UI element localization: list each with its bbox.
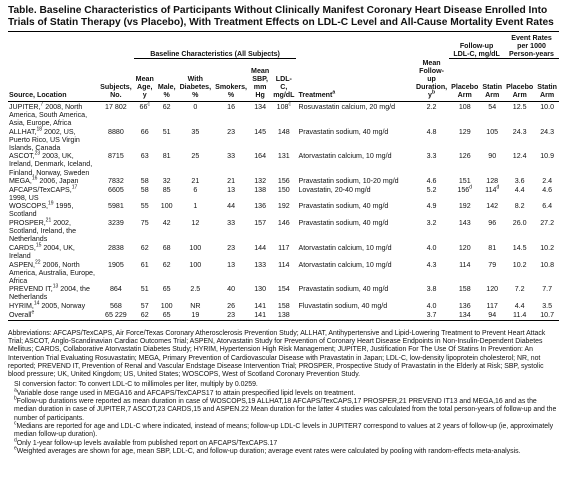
col-followup-placebo: Placebo Arm bbox=[449, 59, 480, 102]
cell-male: 62 bbox=[162, 102, 171, 111]
table-row bbox=[8, 102, 559, 127]
cell-age: 55 bbox=[140, 202, 149, 211]
cell-subjects: 7832 bbox=[108, 177, 124, 186]
cell-es: 6.4 bbox=[542, 202, 553, 211]
cell-smk: 21 bbox=[227, 177, 236, 186]
cell-fp: 114 bbox=[459, 260, 471, 269]
cell-fs: 90 bbox=[488, 152, 497, 161]
table-row bbox=[8, 243, 559, 260]
cell-ep: 26.0 bbox=[512, 219, 527, 228]
cell-subjects: 1905 bbox=[108, 260, 124, 269]
footnote-c: $^c$Medians are reported for age and LDL-C where indicated, instead of means; follow-up LDL-C levels in JUPITER7 correspond to values at 2 years of follow-up (ie, approximately median follow-up duration). bbox=[14, 420, 554, 439]
cell-male: 100 bbox=[160, 202, 173, 211]
cell-diab: NR bbox=[190, 302, 201, 310]
cell-subjects: 65 229 bbox=[98, 310, 134, 320]
cell-sbp: 141 bbox=[249, 310, 271, 320]
cell-es: 27.2 bbox=[540, 219, 555, 228]
cell-smk: 23 bbox=[213, 310, 249, 320]
cell-source: AFCAPS/TexCAPS,$^{17}$ 1998, US bbox=[9, 184, 78, 202]
cell-ep: 7.2 bbox=[514, 285, 525, 294]
cell-ep: 11.4 bbox=[504, 310, 535, 320]
cell-subjects: 8715 bbox=[108, 152, 124, 161]
cell-trt: Lovastatin, 20-40 mg/d bbox=[298, 185, 371, 194]
cell-es: 7.7 bbox=[542, 285, 553, 294]
cell-fs: 79 bbox=[488, 260, 497, 269]
cell-age: 57 bbox=[140, 302, 149, 310]
cell-diab: 1 bbox=[193, 202, 198, 211]
cell-trt: Atorvastatin calcium, 10 mg/d bbox=[298, 243, 392, 252]
cell-age: 66 bbox=[140, 127, 149, 136]
cell-fs: 117 bbox=[486, 302, 498, 310]
cell-fu: 4.6 bbox=[426, 177, 437, 186]
cell-ep: 24.3 bbox=[512, 127, 527, 136]
cell-ep: 8.2 bbox=[514, 202, 525, 211]
table-row bbox=[8, 185, 559, 202]
cell-diab: 100 bbox=[189, 260, 202, 269]
col-sbp: Mean SBP, mm Hg bbox=[249, 59, 271, 102]
cell-sbp: 130 bbox=[254, 285, 267, 294]
cell-smk: 23 bbox=[227, 127, 236, 136]
cell-age: 58 bbox=[140, 177, 149, 186]
cell-ldl: 158 bbox=[277, 302, 290, 310]
cell-fp: 129 bbox=[458, 127, 471, 136]
cell-age: 62 bbox=[140, 243, 149, 252]
col-ldl: LDL-C, mg/dL bbox=[271, 59, 296, 102]
cell-source: MEGA,$^{16}$ 2006, Japan bbox=[9, 175, 79, 186]
cell-ep: 10.2 bbox=[512, 260, 527, 269]
baseline-group-header: Baseline Characteristics (All Subjects) bbox=[134, 32, 297, 59]
cell-es: 2.4 bbox=[542, 177, 553, 186]
footnote-d: $^d$Only 1-year follow-up levels available from published report on AFCAPS/TexCAPS.17 bbox=[14, 437, 278, 447]
cell-fs: 94 bbox=[480, 310, 504, 320]
footnote-a: $^a$Variable dose range used in MEGA16 and AFCAPS/TexCAPS17 to attain prespecified lipid levels on treatment. bbox=[14, 387, 356, 397]
cell-trt: Pravastatin sodium, 40 mg/d bbox=[298, 202, 389, 211]
cell-sbp: 144 bbox=[254, 243, 267, 252]
table-row bbox=[8, 310, 559, 320]
cell-fu: 5.2 bbox=[426, 185, 437, 194]
cell-age: 63 bbox=[140, 152, 149, 161]
cell-trt: Atorvastatin calcium, 10 mg/d bbox=[298, 152, 392, 161]
cell-fp: 126 bbox=[458, 152, 471, 161]
cell-ep: 14.5 bbox=[512, 243, 527, 252]
cell-source: CARDS,$^{15}$ 2004, UK, Ireland bbox=[9, 242, 75, 260]
cell-source: ALLHAT,$^{18}$ 2002, US, Puerto Rico, US Virgin Islands, Canada bbox=[9, 126, 80, 152]
cell-fs: 81 bbox=[488, 243, 497, 252]
cell-fu: 3.2 bbox=[426, 219, 437, 228]
cell-subjects: 8880 bbox=[108, 127, 124, 136]
cell-fu: 3.7 bbox=[414, 310, 449, 320]
cell-es: 10.8 bbox=[540, 260, 555, 269]
cell-es: 10.0 bbox=[540, 102, 555, 111]
cell-fp: 151 bbox=[458, 177, 471, 186]
cell-fu: 4.9 bbox=[426, 202, 437, 211]
footnote-e: $^e$Weighted averages are shown for age, mean SBP, LDL-C, and follow-up duration; average event rates were calculated by pooling with random-effects meta-analysis. bbox=[14, 445, 521, 455]
cell-smk: 23 bbox=[227, 243, 236, 252]
cell-ldl: 192 bbox=[277, 202, 290, 211]
cell-fs: 120 bbox=[486, 285, 499, 294]
cell-age: 66$^c$ bbox=[139, 101, 150, 111]
cell-fp: 134 bbox=[449, 310, 480, 320]
cell-smk: 33 bbox=[227, 219, 236, 228]
cell-fu: 3.8 bbox=[426, 285, 437, 294]
cell-fp: 192 bbox=[458, 202, 471, 211]
cell-sbp: 157 bbox=[254, 219, 267, 228]
cell-smk: 33 bbox=[227, 152, 236, 161]
cell-fp: 143 bbox=[458, 219, 471, 228]
cell-sbp: 138 bbox=[254, 185, 267, 194]
col-subjects: Subjects, No. bbox=[98, 59, 134, 102]
col-followup-statin: Statin Arm bbox=[480, 59, 504, 102]
col-source: Source, Location bbox=[8, 59, 98, 102]
footnote-b: $^b$Follow-up durations were reported as mean duration in case of WOSCOPS,19 ALLHAT,18 AFCAPS/TexCAPS,17 PROSPER,21 PREVEND IT13 and MEGA,16 and as the median duration in case of JUPITER,7 ASCOT,23 CARDS,15 and ASPEN.22 Mean duration for the latter 4 studies was calculated from the total person-years of follow-up and the number of participants. bbox=[14, 395, 557, 422]
cell-diab: 2.5 bbox=[190, 285, 201, 294]
cell-subjects: 864 bbox=[109, 285, 122, 294]
cell-es: 10.2 bbox=[540, 243, 555, 252]
cell-sbp: 164 bbox=[254, 152, 267, 161]
cell-ep: 12.5 bbox=[512, 102, 527, 111]
cell-age: 61 bbox=[140, 260, 149, 269]
col-diabetes: With Diabetes, % bbox=[178, 59, 214, 102]
cell-trt: Fluvastatin sodium, 40 mg/d bbox=[298, 302, 388, 310]
cell-male: 100 bbox=[160, 302, 173, 310]
cell-ldl: 148 bbox=[277, 127, 290, 136]
cell-fs: 96 bbox=[488, 219, 497, 228]
cell-subjects: 6605 bbox=[108, 185, 124, 194]
cell-source: ASPEN,$^{22}$ 2006, North America, Australia, Europe, Africa bbox=[9, 259, 95, 285]
cell-fp: 156$^d$ bbox=[457, 184, 473, 194]
col-treatment: Treatment$^a$ bbox=[296, 59, 414, 102]
cell-trt bbox=[296, 310, 414, 320]
table-body bbox=[8, 102, 559, 320]
cell-sbp: 132 bbox=[254, 177, 267, 186]
cell-ldl: 117 bbox=[278, 243, 290, 252]
abbreviations-note: Abbreviations: AFCAPS/TexCAPS, Air Force/Texas Coronary Atherosclerosis Prevention Study; ALLHAT, Antihypertensive and Lipid-Lowering Treatment to Prevent Heart Attack Trial; ASCOT, Anglo-Scandinavian Cardiac Outcomes Trial; ASPEN, Atorvastatin Study for Prevention of Coronary Heart Disease Endpoints in Non-Insulin-Dependent Diabetes Mellitus; CARDS, Collaborative Atorvastatin Diabetes Study; HYRIM, Hypertension High Risk Management; JUPITER, Justification For The Use Of Statins In Prevention: An Intervention Trial Evaluating Rosuvastatin; MEGA, Primary Prevention of Cardiovascular Disease with Pravastatin in Japan; LDL-C, low-density lipoprotein cholesterol; NR, not reported; PREVEND IT, Prevention of Renal and Vascular Endstage Disease Intervention Trial; PROSPER, Prospective Study of Pravastatin in the Elderly at Risk; SBP, systolic blood pressure; UK, United Kingdom; US, United States; WOSCOPS, West of Scotland Coronary Prevention Study. bbox=[8, 329, 546, 379]
cell-diab: 35 bbox=[191, 127, 200, 136]
cell-fu: 4.0 bbox=[426, 243, 437, 252]
cell-ldl: 131 bbox=[277, 152, 290, 161]
table-row bbox=[8, 302, 559, 311]
cell-diab: 6 bbox=[193, 185, 198, 194]
cell-smk: 44 bbox=[227, 202, 236, 211]
cell-trt: Pravastatin sodium, 40 mg/d bbox=[298, 127, 389, 136]
cell-smk: 40 bbox=[227, 285, 236, 294]
cell-diab: 19 bbox=[178, 310, 214, 320]
cell-subjects: 568 bbox=[109, 302, 122, 310]
cell-male: 32 bbox=[162, 177, 171, 186]
cell-subjects: 3239 bbox=[108, 219, 124, 228]
cell-male: 51 bbox=[162, 127, 171, 136]
cell-male: 42 bbox=[162, 219, 171, 228]
cell-subjects: 5981 bbox=[108, 202, 124, 211]
cell-trt: Pravastatin sodium, 40 mg/d bbox=[298, 285, 389, 294]
table-footnotes bbox=[8, 330, 559, 456]
cell-fs: 114$^d$ bbox=[485, 184, 500, 194]
table-title: Table. Baseline Characteristics of Participants Without Clinically Manifest Coronary Heart Disease Enrolled Into Trials of Statin Therapy (vs Placebo), With Treatment Effects on LDL-C Level and All-Cause Mortality Event Rates bbox=[8, 5, 554, 28]
cell-fs: 105 bbox=[486, 127, 499, 136]
cell-ldl: 156 bbox=[277, 177, 290, 186]
cell-sbp: 133 bbox=[254, 260, 267, 269]
cell-source: PROSPER,$^{21}$ 2002, Scotland, Ireland, the Netherlands bbox=[9, 217, 77, 244]
table-row bbox=[8, 127, 559, 152]
cell-sbp: 141 bbox=[254, 302, 267, 310]
table-row bbox=[8, 177, 559, 186]
cell-fs: 142 bbox=[486, 202, 499, 211]
cell-diab: 25 bbox=[191, 152, 200, 161]
cell-source: WOSCOPS,$^{19}$ 1995, Scotland bbox=[9, 201, 74, 219]
cell-fp: 120 bbox=[458, 243, 471, 252]
cell-fu: 3.3 bbox=[426, 152, 437, 161]
cell-trt: Atorvastatin calcium, 10 mg/d bbox=[298, 260, 392, 269]
cell-ep: 4.4 bbox=[514, 185, 525, 194]
cell-ldl: 146 bbox=[277, 219, 290, 228]
cell-ldl: 108$^c$ bbox=[276, 101, 291, 111]
cell-male: 68 bbox=[162, 243, 171, 252]
cell-ldl: 154 bbox=[277, 285, 290, 294]
cell-ldl: 150 bbox=[277, 185, 290, 194]
cell-fu: 4.8 bbox=[426, 127, 437, 136]
cell-source: ASCOT,$^{23}$ 2003, UK, Ireland, Denmark, Iceland, Finland, Norway, Sweden bbox=[9, 150, 93, 177]
cell-fu: 4.3 bbox=[426, 260, 437, 269]
event-rate-group-header: Event Rates per 1000 Person-years bbox=[504, 32, 559, 59]
cell-age: 75 bbox=[140, 219, 149, 228]
cell-ep: 4.4 bbox=[514, 302, 525, 310]
cell-male: 62 bbox=[162, 260, 171, 269]
col-smokers: Smokers, % bbox=[213, 59, 249, 102]
cell-trt: Pravastatin sodium, 10-20 mg/d bbox=[298, 177, 399, 186]
cell-male: 65 bbox=[162, 285, 171, 294]
table-row bbox=[8, 285, 559, 302]
cell-age: 51 bbox=[140, 285, 149, 294]
cell-es: 10.7 bbox=[535, 310, 559, 320]
cell-smk: 13 bbox=[227, 185, 236, 194]
table-row bbox=[8, 219, 559, 244]
cell-source: Overall$^e$ bbox=[8, 310, 98, 320]
col-mean-age: Mean Age, y bbox=[134, 59, 156, 102]
cell-smk: 13 bbox=[227, 260, 236, 269]
cell-ldl: 138 bbox=[271, 310, 296, 320]
si-conversion-note: SI conversion factor: To convert LDL-C to millimoles per liter, multiply by 0.0259. bbox=[14, 381, 258, 389]
cell-fp: 108 bbox=[458, 102, 471, 111]
col-male: Male, % bbox=[156, 59, 178, 102]
baseline-table bbox=[8, 31, 559, 321]
cell-age: 58 bbox=[140, 185, 149, 194]
cell-male: 81 bbox=[162, 152, 171, 161]
cell-ldl: 114 bbox=[278, 260, 290, 269]
table-row bbox=[8, 152, 559, 177]
cell-sbp: 136 bbox=[254, 202, 267, 211]
cell-es: 10.9 bbox=[540, 152, 555, 161]
col-event-placebo: Placebo Arm bbox=[504, 59, 535, 102]
cell-ep: 12.4 bbox=[512, 152, 527, 161]
cell-fu: 4.0 bbox=[426, 302, 437, 310]
cell-trt: Pravastatin sodium, 40 mg/d bbox=[298, 219, 389, 228]
cell-source: PREVEND IT,$^{13}$ 2004, the Netherlands bbox=[9, 283, 90, 302]
cell-diab: 100 bbox=[189, 243, 202, 252]
followup-group-header: Follow-up LDL-C, mg/dL bbox=[449, 32, 504, 59]
col-mean-followup: Mean Follow-up Duration, $y^b$ bbox=[414, 59, 449, 102]
cell-es: 24.3 bbox=[540, 127, 555, 136]
cell-male: 85 bbox=[162, 185, 171, 194]
cell-diab: 12 bbox=[191, 219, 200, 228]
cell-diab: 0 bbox=[193, 102, 198, 111]
cell-fp: 158 bbox=[458, 285, 471, 294]
cell-es: 4.6 bbox=[542, 185, 553, 194]
cell-fs: 54 bbox=[488, 102, 497, 111]
cell-subjects: 17 802 bbox=[105, 102, 127, 111]
table-row bbox=[8, 260, 559, 285]
col-event-statin: Statin Arm bbox=[535, 59, 559, 102]
cell-subjects: 2838 bbox=[108, 243, 124, 252]
cell-es: 3.5 bbox=[542, 302, 553, 310]
cell-sbp: 134 bbox=[254, 102, 267, 111]
cell-smk: 26 bbox=[227, 302, 236, 310]
cell-ep: 3.6 bbox=[514, 177, 525, 186]
cell-source: HYRIM,$^{14}$ 2005, Norway bbox=[9, 300, 86, 310]
cell-trt: Rosuvastatin calcium, 20 mg/d bbox=[298, 102, 396, 111]
cell-age: 62 bbox=[134, 310, 156, 320]
cell-male: 65 bbox=[156, 310, 178, 320]
cell-source: JUPITER,$^7$ 2008, North America, South America, Asia, Europe, Africa bbox=[9, 101, 88, 127]
cell-sbp: 145 bbox=[254, 127, 267, 136]
cell-smk: 16 bbox=[227, 102, 236, 111]
table-row bbox=[8, 202, 559, 219]
cell-fp: 136 bbox=[458, 302, 471, 310]
cell-fu: 2.2 bbox=[426, 102, 437, 111]
cell-diab: 21 bbox=[191, 177, 200, 186]
cell-fs: 128 bbox=[486, 177, 499, 186]
